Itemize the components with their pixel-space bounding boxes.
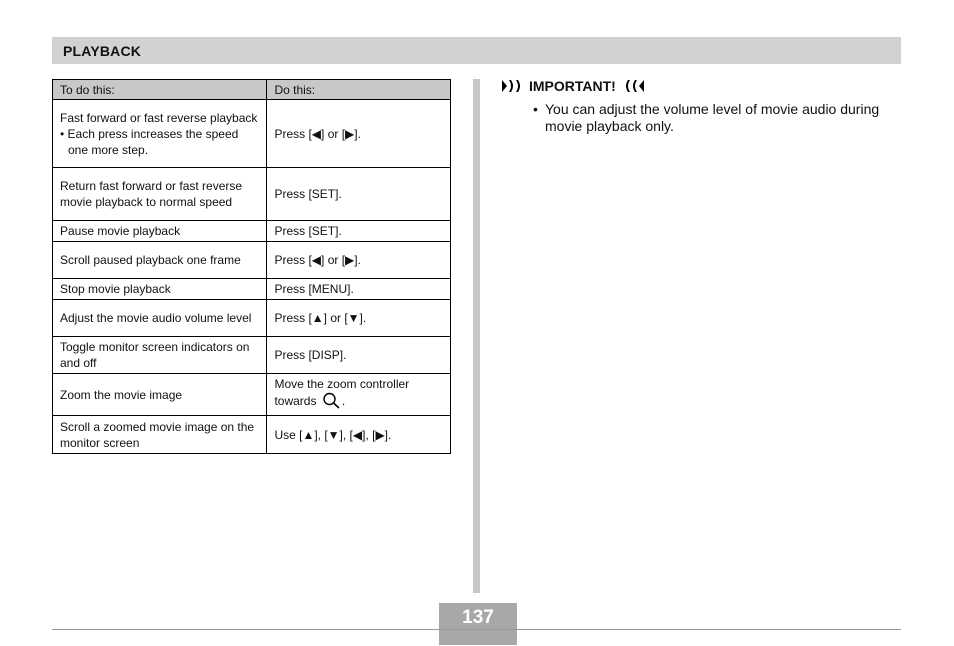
action-note: • Each press increases the speed one more step. (60, 126, 239, 157)
instruction-cell: Press [▲] or [▼]. (267, 300, 451, 337)
table-row (53, 416, 451, 454)
footer-rule (52, 629, 901, 630)
section-title: PLAYBACK (63, 43, 142, 59)
action-cell: Adjust the movie audio volume level (53, 300, 267, 337)
table-row (53, 374, 451, 416)
important-note (533, 101, 893, 135)
action-cell: Scroll a zoomed movie image on the monitor screen (53, 416, 267, 454)
page-number: 137 (462, 607, 494, 628)
instruction-cell: Press [SET]. (267, 168, 451, 221)
page-number-box (439, 603, 517, 645)
instruction-suffix: . (341, 394, 346, 408)
table-row (53, 168, 451, 221)
important-arrows-right-icon (622, 80, 644, 92)
action-cell: Return fast forward or fast reverse movie playback to normal speed (53, 168, 267, 221)
column-divider (473, 79, 480, 593)
table-header-row (53, 80, 451, 100)
table-row (53, 300, 451, 337)
column-header-to-do: To do this: (53, 80, 267, 100)
table-row (53, 242, 451, 279)
instruction-cell: Use [▲], [▼], [◀], [▶]. (267, 416, 451, 454)
action-cell: Pause movie playback (53, 221, 267, 242)
instruction-cell: Press [MENU]. (267, 279, 451, 300)
instruction-cell: Press [SET]. (267, 221, 451, 242)
table-row (53, 221, 451, 242)
instruction-cell: Press [◀] or [▶]. (267, 242, 451, 279)
instruction-text: Move the zoom controller towards (274, 377, 410, 408)
bullet-marker: • (533, 101, 538, 117)
operations-table (52, 79, 451, 454)
important-arrows-left-icon (502, 80, 524, 92)
action-cell: Scroll paused playback one frame (53, 242, 267, 279)
section-header-bar (52, 37, 901, 64)
important-title: IMPORTANT! (529, 78, 616, 94)
table-row (53, 337, 451, 374)
action-cell: Stop movie playback (53, 279, 267, 300)
table-row (53, 279, 451, 300)
important-heading (502, 78, 644, 94)
instruction-cell (267, 374, 451, 416)
magnifier-icon (322, 392, 342, 413)
instruction-cell: Press [DISP]. (267, 337, 451, 374)
action-cell: Zoom the movie image (53, 374, 267, 416)
action-cell: Toggle monitor screen indicators on and off (53, 337, 267, 374)
instruction-cell: Press [◀] or [▶]. (267, 100, 451, 168)
action-cell (53, 100, 267, 168)
column-header-do-this: Do this: (267, 80, 451, 100)
table-row (53, 100, 451, 168)
important-text: You can adjust the volume level of movie audio during movie playback only. (545, 101, 880, 134)
action-text: Fast forward or fast reverse playback (60, 110, 258, 125)
